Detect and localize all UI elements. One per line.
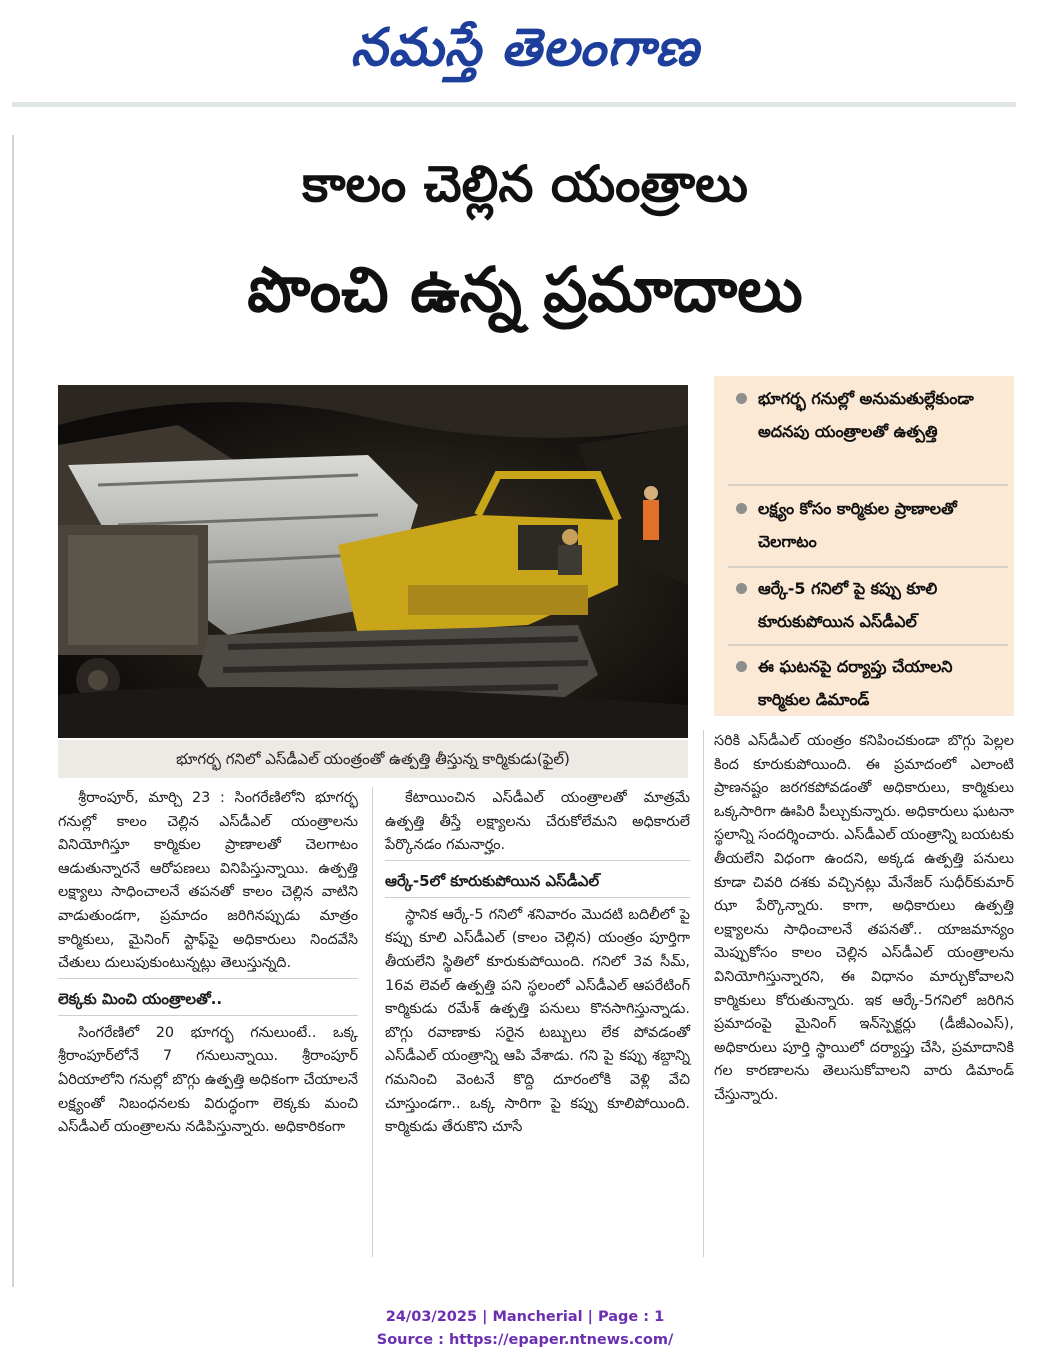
article-paragraph: శ్రీరాంపూర్, మార్చి 23 : సింగరేణిలోని భూగర్భ గనుల్లో కాలం చెల్లిన ఎస్‌డీఎల్ యంత్రాలను వినియోగిస్తూ కార్మికుల ప్రాణాలతో చెలగాటం ఆడుతున్నారనే ఆరోపణలు వినిపిస్తున్నాయి. ఉత్పత్తి లక్ష్యాలు సాధించాలనే తపనతో కాలం చెల్లిన వాటిని వాడుతుండగా, ప్రమాదం జరిగినప్పుడు మాత్రం కార్మికులు, మైనింగ్ స్టాఫ్‌పై అధికారులు నిందవేసి చేతులు దులుపుకుంటున్నట్లు తెలుస్తున్నది. bbox=[58, 790, 358, 972]
highlight-divider bbox=[728, 644, 1008, 646]
article-column-1 bbox=[58, 787, 358, 1140]
subhead-divider bbox=[385, 897, 690, 898]
article-paragraph: స్థానిక ఆర్కే-5 గనిలో శనివారం మొదటి బదిలీలో పై కప్పు కూలి ఎస్‌డీఎల్ (కాలం చెల్లిన) యంత్రం పూర్తిగా తీయలేని స్థితిలో కూరుకుపోయింది. గనిలో 3వ సీమ్, 16వ లెవల్ ఉత్పత్తి పని స్థలంలో ఎస్‌డీఎల్ ‌ఆపరేటింగ్ కార్మికుడు రమేశ్ ఉత్పత్తి పనులు కొనసాగిస్తున్నాడు. బొగ్గు రవాణాకు సరైన టబ్బులు లేక పోవడంతో ఎస్‌డీఎల్ యంత్రాన్ని ఆపి వేశాడు. గని పై కప్పు శబ్దాన్ని గమనించి వెంటనే కొద్ది దూరంలోకి వెళ్లి వేచి చూస్తుండగా.. ఒక్క సారిగా పై కప్పు కూలిపోయింది. కార్మికుడు తేరుకొని చూసే bbox=[385, 906, 690, 1136]
article-column-2 bbox=[385, 787, 690, 1140]
highlight-divider bbox=[728, 484, 1008, 486]
bullet-dot-icon bbox=[736, 661, 747, 672]
article-paragraph: సరికి ఎస్‌డీఎల్ యంత్రం కనిపించకుండా బొగ్గు పెల్లల కింద కూరుకుపోయింది. ఈ ప్రమాదంలో ఎలాంటి ప్రాణనష్టం జరగకపోవడంతో అధికారులు, కార్మికులు ఒక్కసారిగా ఊపిరి పీల్చుకున్నారు. అధికారులు ఘటనా స్థలాన్ని సందర్శించారు. ఎస్‌డీఎల్ యంత్రాన్ని బయటకు తీయలేని విధంగా ఉందని, అక్కడ ఉత్పత్తి పనులు కూడా చివరి దశకు వచ్చినట్లు మేనేజర్ సుధీర్‌కుమార్ ఝా పేర్కొన్నారు. కాగా, అధికారులు ఉత్పత్తి లక్ష్యాలను సాధించాలనే తపనతో.. యాజమాన్యం మెప్పుకోసం కాలం చెల్లిన ఎస్‌డీఎల్ యంత్రాలను వినియోగిస్తున్నారని, ఈ విధానం మార్చుకోవాలని కార్మికులు కోరుతున్నారు. ఇక ఆర్కే-5గనిలో జరిగిన ప్రమాదంపై మైనింగ్ ఇన్‌స్పెక్టర్లు (డీజీఎంఎస్), అధికారులు పూర్తి స్థాయిలో దర్యాప్తు చేసి, ప్రమాదానికి గల కారణాలను తెలుసుకోవాలని వారు డిమాండ్ చేస్తున్నారు. bbox=[714, 733, 1014, 1103]
headline-line-2: పొంచి ఉన్న ప్రమాదాలు bbox=[247, 253, 803, 326]
article-paragraph: కేటాయించిన ఎస్‌డీఎల్ యంత్రాలతో మాత్రమే ఉత్పత్తి తీస్తే లక్ష్యాలను చేరుకోలేమని అధికారులే పేర్కొనడం గమనార్హం. bbox=[385, 790, 690, 854]
highlight-text: భూగర్భ గనుల్లో అనుమతుల్లేకుండా అదనపు యంత్రాలతో ఉత్పత్తి bbox=[758, 389, 974, 441]
article-column-3 bbox=[714, 730, 1014, 1108]
highlights-box bbox=[714, 376, 1014, 716]
subheading: లెక్కకు మించి యంత్రాలతో.. bbox=[58, 989, 223, 1008]
footer-edition-info: 24/03/2025 | Mancherial | Page : 1 bbox=[385, 1309, 665, 1325]
subhead-divider bbox=[58, 978, 358, 979]
headline-line-1: కాలం చెల్లిన యంత్రాలు bbox=[302, 155, 748, 213]
photo-caption: భూగర్భ గనిలో ఎస్‌డీఎల్ యంత్రంతో ఉత్పత్తి తీస్తున్న కార్మికుడు(ఫైల్) bbox=[58, 740, 688, 778]
masthead-logo: నమస్తే తెలంగాణ bbox=[350, 17, 700, 78]
subheading: ఆర్కే-5లో కూరుకుపోయిన ఎస్‌డీఎల్ bbox=[385, 871, 600, 890]
bullet-dot-icon bbox=[736, 503, 747, 514]
highlight-divider bbox=[728, 566, 1008, 568]
subhead-divider bbox=[385, 860, 690, 861]
highlight-text: లక్ష్యం కోసం కార్మికుల ప్రాణాలతో చెలగాటం bbox=[758, 499, 957, 551]
bullet-dot-icon bbox=[736, 583, 747, 594]
bullet-dot-icon bbox=[736, 393, 747, 404]
page-left-border bbox=[12, 135, 14, 1287]
photo-illustration bbox=[58, 385, 688, 738]
column-divider bbox=[372, 787, 373, 1257]
footer-source-link[interactable]: Source : https://epaper.ntnews.com/ bbox=[376, 1332, 674, 1348]
article-paragraph: సింగరేణిలో 20 భూగర్భ గనులుంటే.. ఒక్క శ్రీరాంపూర్‌లోనే 7 గనులున్నాయి. శ్రీరాంపూర్ ఏరియాలోని గనుల్లో బొగ్గు ఉత్పత్తి అధికంగా చేయాలనే లక్ష్యంతో నిబంధనలకు విరుద్ధంగా లెక్కకు మంచి ఎస్‌డీఎల్ యంత్రాలను నడిపిస్తున్నారు. అధికారికంగా bbox=[58, 1024, 358, 1136]
subhead-divider bbox=[58, 1015, 358, 1016]
news-photo-mining-machine bbox=[58, 385, 688, 738]
masthead-divider bbox=[12, 102, 1016, 107]
highlight-text: ఆర్కే-5 గనిలో పై కప్పు కూలి కూరుకుపోయిన ఎస్‌డీఎల్ bbox=[758, 579, 938, 631]
column-divider bbox=[703, 730, 704, 1257]
highlight-text: ఈ ఘటనపై దర్యాప్తు చేయాలని కార్మికుల డిమాండ్ bbox=[758, 657, 953, 709]
